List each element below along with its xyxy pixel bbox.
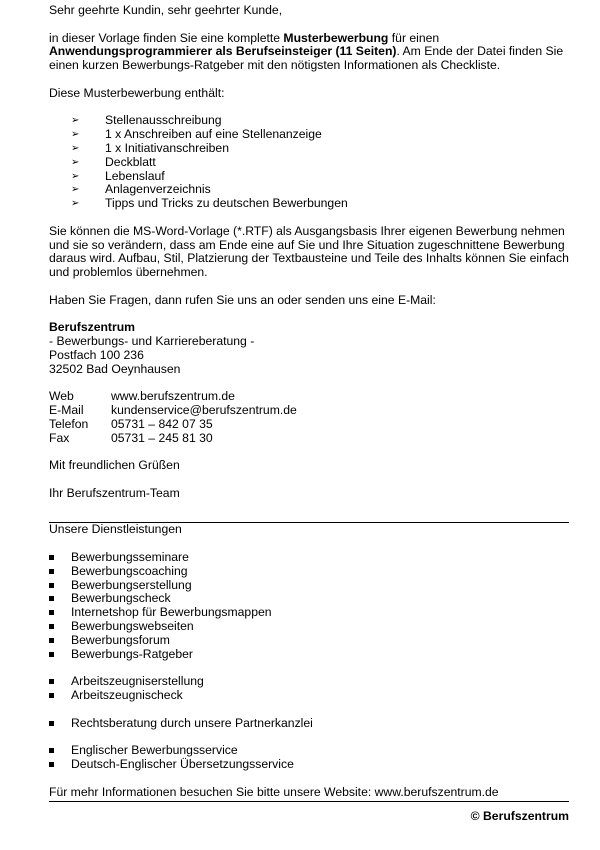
arrow-bullet-icon: ➢ xyxy=(71,129,80,141)
services-list-2 xyxy=(49,675,569,703)
contents-list xyxy=(71,114,569,211)
square-bullet-icon xyxy=(49,762,54,767)
contents-item xyxy=(71,128,569,142)
arrow-bullet-icon: ➢ xyxy=(71,142,80,154)
service-item-label: Bewerbungs-Ratgeber xyxy=(71,646,193,661)
company-name-text: Berufszentrum xyxy=(49,320,136,335)
service-item xyxy=(49,579,569,593)
service-item-label: Bewerbungscheck xyxy=(71,591,171,606)
service-item xyxy=(49,606,569,620)
service-item-label: Internetshop für Bewerbungsmappen xyxy=(71,605,272,620)
service-item-label: Bewerbungsforum xyxy=(71,632,170,647)
contents-item xyxy=(71,183,569,197)
intro-paragraph xyxy=(49,32,569,73)
contact-value: 05731 – 245 81 30 xyxy=(111,430,213,445)
square-bullet-icon xyxy=(49,748,54,753)
address-city: 32502 Bad Oeynhausen xyxy=(49,361,181,376)
contact-row xyxy=(49,404,569,418)
arrow-bullet-icon: ➢ xyxy=(71,156,80,168)
contact-key: Web xyxy=(49,389,74,404)
contents-heading: Diese Musterbewerbung enthält: xyxy=(49,85,225,100)
signature: Ihr Berufszentrum-Team xyxy=(49,485,180,500)
service-item xyxy=(49,634,569,648)
service-item xyxy=(49,744,569,758)
intro-text-2: für einen xyxy=(388,30,440,45)
copyright: © Berufszentrum xyxy=(470,809,569,824)
company-tagline: - Bewerbungs- und Karriereberatung - xyxy=(49,334,255,349)
service-item-label: Bewerbungscoaching xyxy=(71,563,188,578)
contact-value: kundenservice@berufszentrum.de xyxy=(111,403,297,418)
services-list-1 xyxy=(49,551,569,661)
services-list-3 xyxy=(49,717,569,731)
contact-value: www.berufszentrum.de xyxy=(111,389,235,404)
service-item xyxy=(49,620,569,634)
service-item-label: Deutsch-Englischer Übersetzungsservice xyxy=(71,757,294,772)
service-item-label: Rechtsberatung durch unsere Partnerkanzlei xyxy=(71,715,313,730)
contents-item-label: 1 x Initiativanschreiben xyxy=(105,140,229,155)
contact-key: E-Mail xyxy=(49,403,84,418)
contents-item-label: Tipps und Tricks zu deutschen Bewerbungen xyxy=(105,196,348,211)
services-heading: Unsere Dienstleistungen xyxy=(49,522,182,537)
square-bullet-icon xyxy=(49,624,54,629)
contents-item xyxy=(71,156,569,170)
intro-bold-1: Musterbewerbung xyxy=(283,30,389,45)
service-item xyxy=(49,675,569,689)
closing: Mit freundlichen Grüßen xyxy=(49,458,180,473)
contact-value: 05731 – 842 07 35 xyxy=(111,416,213,431)
service-item xyxy=(49,565,569,579)
questions-paragraph: Haben Sie Fragen, dann rufen Sie uns an oder senden uns eine E-Mail: xyxy=(49,292,436,307)
contents-item xyxy=(71,170,569,184)
services-list-4 xyxy=(49,744,569,772)
intro-text-1: in dieser Vorlage finden Sie eine komplette xyxy=(49,30,284,45)
square-bullet-icon xyxy=(49,679,54,684)
contact-key: Fax xyxy=(49,430,70,445)
arrow-bullet-icon: ➢ xyxy=(71,184,80,196)
square-bullet-icon xyxy=(49,596,54,601)
square-bullet-icon xyxy=(49,721,54,726)
contents-item-label: Deckblatt xyxy=(105,154,156,169)
service-item xyxy=(49,689,569,703)
arrow-bullet-icon: ➢ xyxy=(71,198,80,210)
intro-bold-2: Anwendungsprogrammierer als Berufseinsteiger (11 Seiten) xyxy=(49,44,397,59)
contents-item-label: Lebenslauf xyxy=(105,168,165,183)
service-item xyxy=(49,592,569,606)
service-item xyxy=(49,758,569,772)
service-item xyxy=(49,551,569,565)
footer-info: Für mehr Informationen besuchen Sie bitte unsere Website: www.berufszentrum.de xyxy=(49,784,499,799)
square-bullet-icon xyxy=(49,638,54,643)
contents-item-label: 1 x Anschreiben auf eine Stellenanzeige xyxy=(105,127,322,142)
square-bullet-icon xyxy=(49,652,54,657)
contact-key: Telefon xyxy=(49,416,89,431)
contents-item xyxy=(71,142,569,156)
address-street: Postfach 100 236 xyxy=(49,347,144,362)
square-bullet-icon xyxy=(49,693,54,698)
company-name xyxy=(49,321,569,335)
service-item-label: Bewerbungswebseiten xyxy=(71,619,194,634)
contents-item-label: Stellenausschreibung xyxy=(105,113,222,128)
contents-item xyxy=(71,197,569,211)
square-bullet-icon xyxy=(49,583,54,588)
service-item-label: Bewerbungserstellung xyxy=(71,577,192,592)
service-item-label: Bewerbungsseminare xyxy=(71,550,189,565)
service-item xyxy=(49,648,569,662)
document-page xyxy=(49,4,569,824)
arrow-bullet-icon: ➢ xyxy=(71,170,80,182)
usage-paragraph: Sie können die MS-Word-Vorlage (*.RTF) als Ausgangsbasis Ihrer eigenen Bewerbung nehmen und sie so verändern, dass am Ende eine auf Sie und Ihre Situation zugeschnittene Bewerbung daraus wird. Aufbau, Stil, Platzierung der Textbausteine und Teile des Inhalts können Sie einfach und problemlos übernehmen. xyxy=(49,223,569,280)
contents-item xyxy=(71,114,569,128)
contact-table xyxy=(49,390,569,445)
contents-item-label: Anlagenverzeichnis xyxy=(105,182,211,197)
square-bullet-icon xyxy=(49,610,54,615)
contact-row xyxy=(49,390,569,404)
square-bullet-icon xyxy=(49,555,54,560)
intro-text-3: . Am Ende der Datei finden Sie einen kurzen Bewerbungs-Ratgeber mit den nötigsten Informationen als Checkliste. xyxy=(49,44,564,73)
service-item-label: Arbeitszeugnischeck xyxy=(71,688,183,703)
arrow-bullet-icon: ➢ xyxy=(71,115,80,127)
contact-row xyxy=(49,418,569,432)
square-bullet-icon xyxy=(49,569,54,574)
contact-row xyxy=(49,432,569,446)
salutation: Sehr geehrte Kundin, sehr geehrter Kunde, xyxy=(49,3,283,17)
service-item-label: Englischer Bewerbungsservice xyxy=(71,743,238,758)
service-item-label: Arbeitszeugniserstellung xyxy=(71,674,204,689)
service-item xyxy=(49,717,569,731)
